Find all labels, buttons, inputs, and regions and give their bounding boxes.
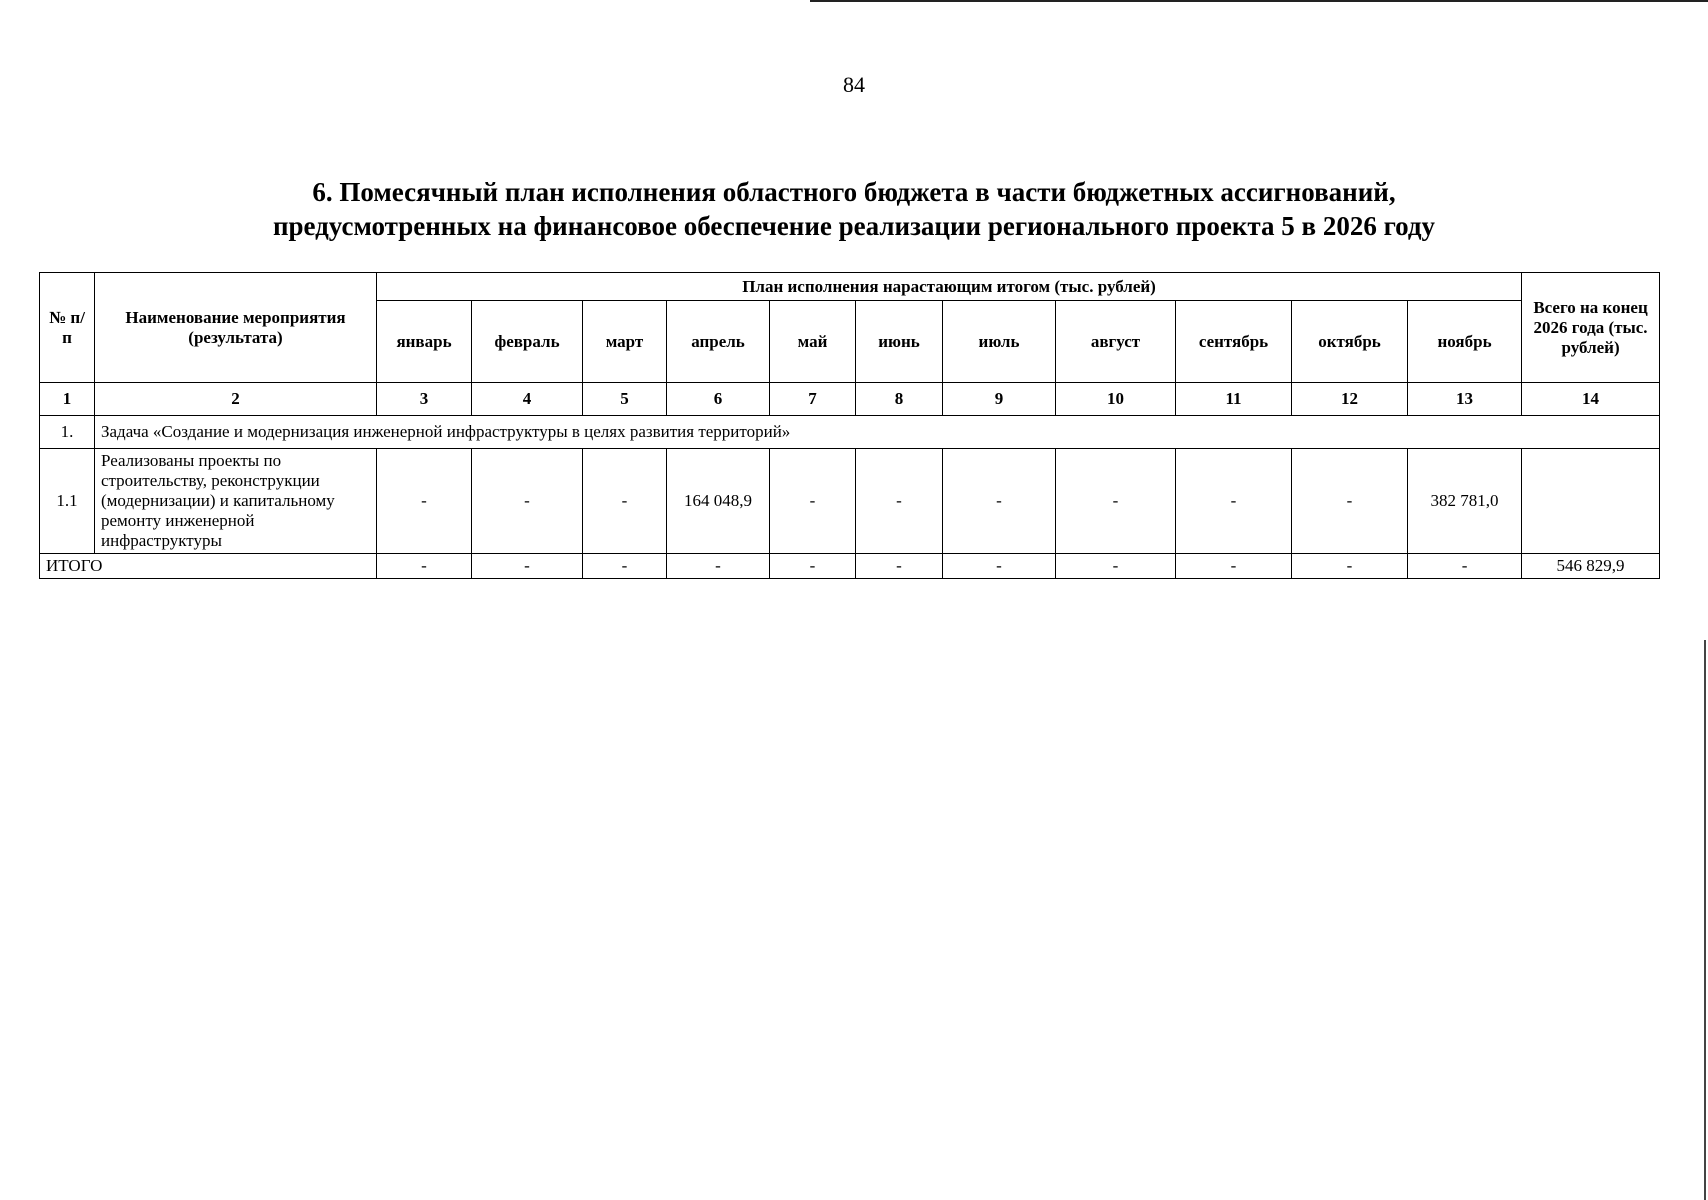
column-number: 6: [667, 383, 770, 416]
column-number: 1: [40, 383, 95, 416]
header-plan-group: План исполнения нарастающим итогом (тыс. рублей): [377, 273, 1522, 301]
header-month: май: [770, 301, 856, 383]
item-name: Реализованы проекты по строительству, реконструкции (модернизации) и капитальному ремонту инженерной инфраструктуры: [95, 449, 377, 554]
header-month: сентябрь: [1176, 301, 1292, 383]
budget-plan-table: [39, 272, 1660, 579]
column-number: 14: [1522, 383, 1660, 416]
item-value: 382 781,0: [1408, 449, 1522, 554]
item-row: [40, 449, 1660, 554]
item-value: -: [856, 449, 943, 554]
column-number-row: [40, 383, 1660, 416]
item-value: -: [1056, 449, 1176, 554]
header-month: февраль: [472, 301, 583, 383]
header-month: ноябрь: [1408, 301, 1522, 383]
column-number: 13: [1408, 383, 1522, 416]
itogo-value: -: [770, 554, 856, 579]
column-number: 7: [770, 383, 856, 416]
item-value: -: [1292, 449, 1408, 554]
itogo-label: ИТОГО: [40, 554, 377, 579]
item-value: -: [377, 449, 472, 554]
header-month: январь: [377, 301, 472, 383]
task-text: Задача «Создание и модернизация инженерной инфраструктуры в целях развития территорий»: [95, 416, 1660, 449]
column-number: 4: [472, 383, 583, 416]
title-line-1: 6. Помесячный план исполнения областного бюджета в части бюджетных ассигнований,: [312, 177, 1396, 207]
itogo-value: -: [1056, 554, 1176, 579]
column-number: 2: [95, 383, 377, 416]
itogo-value: -: [1292, 554, 1408, 579]
column-number: 12: [1292, 383, 1408, 416]
header-month: июль: [943, 301, 1056, 383]
task-row: [40, 416, 1660, 449]
column-number: 10: [1056, 383, 1176, 416]
itogo-row: [40, 554, 1660, 579]
column-number: 9: [943, 383, 1056, 416]
header-total: Всего на конец 2026 года (тыс. рублей): [1522, 273, 1660, 383]
itogo-value: -: [472, 554, 583, 579]
item-value: -: [1176, 449, 1292, 554]
item-value: -: [943, 449, 1056, 554]
itogo-value: -: [1176, 554, 1292, 579]
itogo-value: -: [856, 554, 943, 579]
column-number: 5: [583, 383, 667, 416]
header-name: Наименование мероприятия (результата): [95, 273, 377, 383]
document-title: [0, 175, 1708, 243]
itogo-value: -: [583, 554, 667, 579]
item-num: 1.1: [40, 449, 95, 554]
itogo-total: 546 829,9: [1522, 554, 1660, 579]
column-number: 8: [856, 383, 943, 416]
right-border-line: [1704, 640, 1706, 1200]
item-value: -: [472, 449, 583, 554]
top-border-line: [810, 0, 1708, 2]
column-number: 3: [377, 383, 472, 416]
item-total: [1522, 449, 1660, 554]
item-value: 164 048,9: [667, 449, 770, 554]
header-month: апрель: [667, 301, 770, 383]
itogo-value: -: [667, 554, 770, 579]
header-month: август: [1056, 301, 1176, 383]
header-month: июнь: [856, 301, 943, 383]
title-line-2: предусмотренных на финансовое обеспечение реализации регионального проекта 5 в 2026 году: [272, 211, 1436, 241]
header-row-top: [40, 273, 1660, 301]
header-month: март: [583, 301, 667, 383]
column-number: 11: [1176, 383, 1292, 416]
itogo-value: -: [377, 554, 472, 579]
itogo-value: -: [943, 554, 1056, 579]
page-number: 84: [843, 72, 865, 97]
item-value: -: [583, 449, 667, 554]
itogo-value: -: [1408, 554, 1522, 579]
header-num: № п/п: [40, 273, 95, 383]
item-value: -: [770, 449, 856, 554]
header-month: октябрь: [1292, 301, 1408, 383]
task-num: 1.: [40, 416, 95, 449]
